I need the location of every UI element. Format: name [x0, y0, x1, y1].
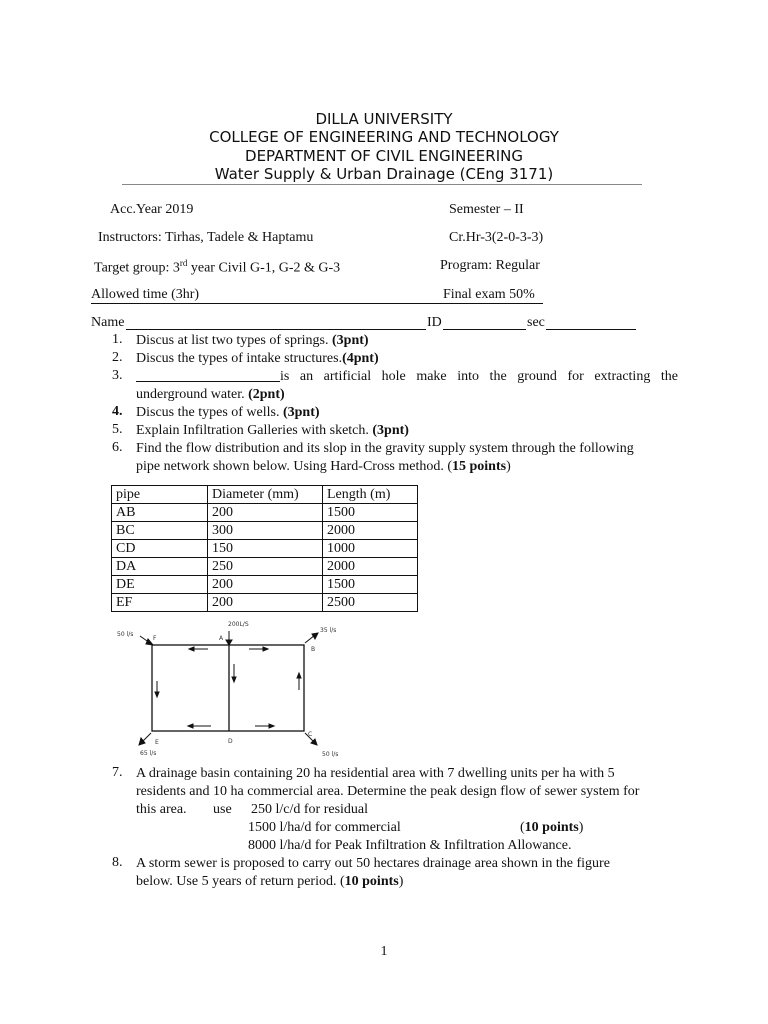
table-header-cell: pipe — [112, 486, 208, 504]
q8-number: 8. — [112, 855, 123, 870]
arrowhead — [226, 640, 232, 645]
question-8-line1: A storm sewer is proposed to carry out 50 hectares drainage area shown in the figure — [136, 856, 610, 871]
network-outline — [152, 645, 304, 731]
arrowhead — [269, 724, 274, 728]
sec-label: sec — [527, 315, 545, 330]
table-cell: EF — [112, 594, 208, 612]
arrowhead — [189, 647, 194, 651]
table-cell: 200 — [208, 594, 323, 612]
header-rule — [122, 184, 642, 185]
question-7-line4: 1500 l/ha/d for commercial — [248, 820, 401, 835]
node-label-e: E — [155, 739, 159, 746]
table-row — [112, 540, 418, 558]
question-4: Discus the types of wells. (3pnt) — [136, 405, 320, 420]
question-5: Explain Infiltration Galleries with sketch. (3pnt) — [136, 423, 409, 438]
arrowhead — [155, 692, 159, 697]
arrowhead — [188, 724, 193, 728]
table-row — [112, 558, 418, 576]
department-title: DEPARTMENT OF CIVIL ENGINEERING — [245, 147, 523, 165]
flow-label-c: 50 l/s — [322, 751, 339, 758]
q3-number: 3. — [112, 368, 123, 383]
question-6-line1: Find the flow distribution and its slop in the gravity supply system through the following — [136, 441, 634, 456]
question-1: Discus at list two types of springs. (3pnt) — [136, 333, 369, 348]
q3-blank[interactable] — [136, 381, 280, 382]
node-label-a: A — [219, 635, 224, 642]
acc-year: Acc.Year 2019 — [110, 202, 194, 217]
question-8-line2: below. Use 5 years of return period. (10 points) — [136, 874, 404, 889]
flow-label-f: 50 l/s — [117, 631, 134, 638]
university-title: DILLA UNIVERSITY — [315, 110, 453, 128]
arrowhead — [263, 647, 268, 651]
semester: Semester – II — [449, 202, 524, 217]
pipe-table — [111, 485, 418, 612]
node-label-d: D — [228, 738, 233, 745]
arrowhead — [139, 738, 145, 745]
target-group: Target group: 3rd year Civil G-1, G-2 & G-3 — [94, 258, 341, 276]
arrowhead — [297, 673, 301, 678]
name-blank[interactable] — [126, 329, 426, 330]
table-cell: AB — [112, 504, 208, 522]
q2-number: 2. — [112, 350, 123, 365]
credit-hours: Cr.Hr-3(2-0-3-3) — [449, 230, 544, 245]
table-cell: BC — [112, 522, 208, 540]
table-row — [112, 504, 418, 522]
instructors: Instructors: Tirhas, Tadele & Haptamu — [98, 230, 314, 245]
table-row — [112, 522, 418, 540]
table-cell: 2000 — [323, 558, 418, 576]
final-exam: Final exam 50% — [443, 287, 535, 302]
question-7-line5: 8000 l/ha/d for Peak Infiltration & Infiltration Allowance. — [248, 838, 572, 853]
arrowhead — [312, 633, 318, 639]
id-label: ID — [427, 315, 442, 330]
course-title: Water Supply & Urban Drainage (CEng 3171) — [214, 165, 554, 183]
node-label-b: B — [311, 646, 316, 653]
arrowhead — [146, 639, 153, 645]
table-cell: 150 — [208, 540, 323, 558]
id-blank[interactable] — [443, 329, 526, 330]
allowed-time-underline — [91, 303, 543, 304]
table-cell: DE — [112, 576, 208, 594]
node-label-c: C — [308, 731, 313, 738]
table-cell: 200 — [208, 576, 323, 594]
table-header-cell: Diameter (mm) — [208, 486, 323, 504]
name-label: Name — [91, 315, 125, 330]
table-cell: 1500 — [323, 504, 418, 522]
flow-label-a: 200L/S — [228, 621, 249, 628]
table-cell: 2500 — [323, 594, 418, 612]
table-cell: 1500 — [323, 576, 418, 594]
question-7-marks: (10 points) — [520, 820, 584, 835]
node-label-f: F — [153, 635, 157, 642]
question-7-line1: A drainage basin containing 20 ha residential area with 7 dwelling units per ha with 5 — [136, 766, 615, 781]
question-3-line2: underground water. (2pnt) — [136, 387, 285, 402]
table-header-row — [112, 486, 418, 504]
q4-number: 4. — [112, 404, 123, 419]
flow-label-b: 35 l/s — [320, 627, 337, 634]
sec-blank[interactable] — [546, 329, 636, 330]
table-cell: 300 — [208, 522, 323, 540]
q7-number: 7. — [112, 765, 123, 780]
question-2: Discus the types of intake structures.(4pnt) — [136, 351, 379, 366]
page-number: 1 — [380, 944, 388, 959]
q6-number: 6. — [112, 440, 123, 455]
table-cell: 200 — [208, 504, 323, 522]
question-3-line1: is an artificial hole make into the ground for extracting the — [280, 369, 678, 384]
flow-label-e: 65 l/s — [140, 750, 157, 757]
table-cell: DA — [112, 558, 208, 576]
q5-number: 5. — [112, 422, 123, 437]
allowed-time: Allowed time (3hr) — [91, 287, 200, 302]
question-7-line3a: this area. — [136, 802, 187, 817]
question-7-line3b: use — [213, 802, 232, 817]
table-header-cell: Length (m) — [323, 486, 418, 504]
table-cell: CD — [112, 540, 208, 558]
q1-number: 1. — [112, 332, 123, 347]
pipe-network-diagram — [108, 618, 348, 763]
table-cell: 1000 — [323, 540, 418, 558]
college-title: COLLEGE OF ENGINEERING AND TECHNOLOGY — [209, 128, 559, 146]
arrowhead — [232, 677, 236, 682]
table-cell: 250 — [208, 558, 323, 576]
question-7-line2: residents and 10 ha commercial area. Determine the peak design flow of sewer system for — [136, 784, 640, 799]
table-cell: 2000 — [323, 522, 418, 540]
question-6-line2: pipe network shown below. Using Hard-Cross method. (15 points) — [136, 459, 511, 474]
program: Program: Regular — [440, 258, 540, 273]
table-row — [112, 594, 418, 612]
table-row — [112, 576, 418, 594]
question-7-line3c: 250 l/c/d for residual — [251, 802, 369, 817]
